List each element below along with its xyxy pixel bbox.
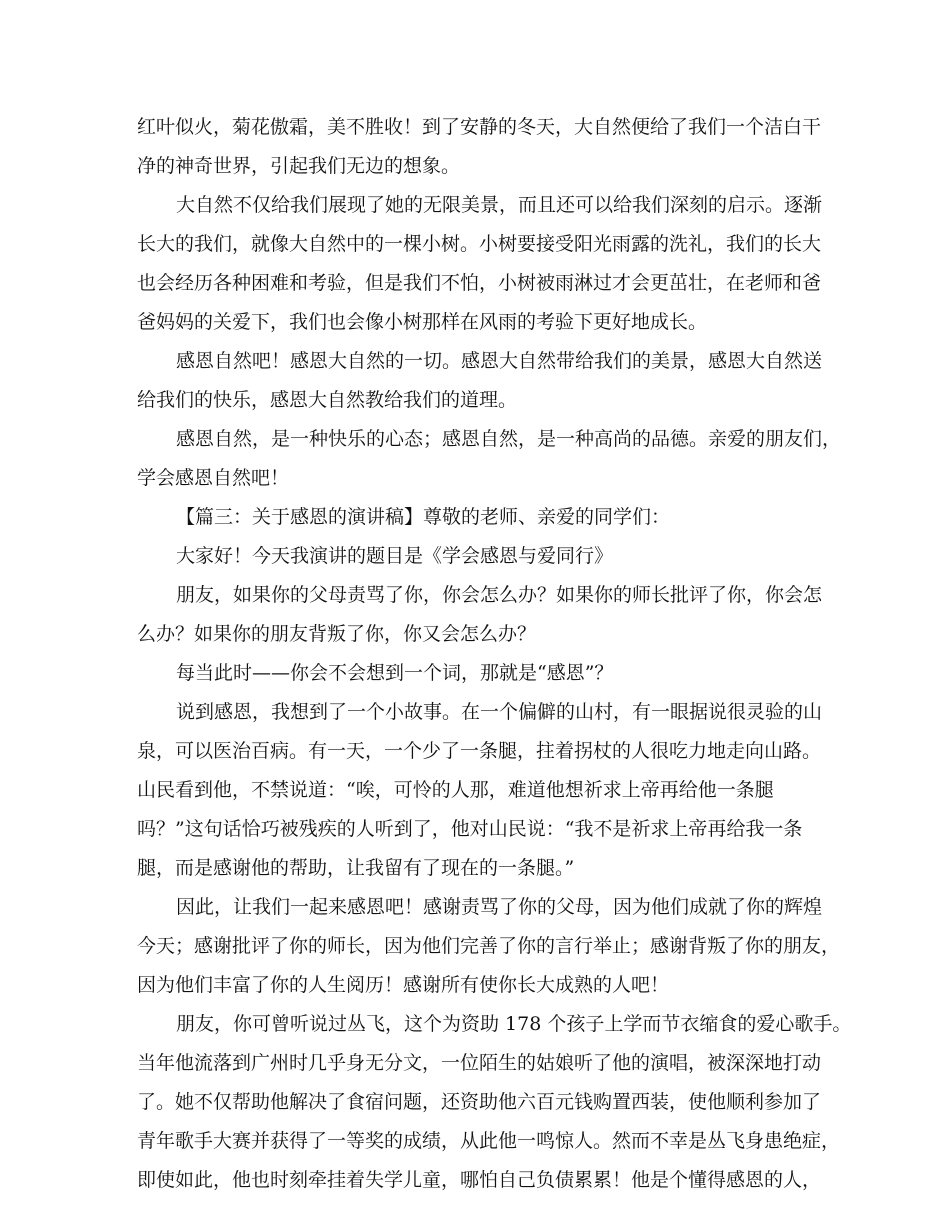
paragraph-start: 感恩自然，是一种快乐的心态；感恩自然，是一种高尚的品德。亲爱的朋友们，: [176, 428, 842, 450]
paragraph-start: 说到感恩，我想到了一个小故事。在一个偏僻的山村，有一眼据说很灵验的山: [176, 701, 823, 723]
paragraph-start: 每当此时——你会不会想到一个词，那就是“感恩”？: [176, 662, 614, 684]
text-line: 吗？”这句话恰巧被残疾的人听到了，他对山民说：“我不是祈求上帝再给我一条: [137, 818, 803, 840]
paragraph-start: 大家好！今天我演讲的题目是《学会感恩与爱同行》: [176, 545, 614, 567]
text-line: 因为他们丰富了你的人生阅历！感谢所有使你长大成熟的人吧！: [137, 974, 670, 996]
text-line: 爸妈妈的关爱下，我们也会像小树那样在风雨的考验下更好地成长。: [137, 311, 708, 333]
text-line: 净的神奇世界，引起我们无边的想象。: [137, 155, 461, 177]
paragraph-start: 因此，让我们一起来感恩吧！感谢责骂了你的父母，因为他们成就了你的辉煌: [176, 896, 823, 918]
text-line: 也会经历各种困难和考验，但是我们不怕，小树被雨淋过才会更茁壮，在老师和爸: [137, 272, 822, 294]
paragraph-start: 大自然不仅给我们展现了她的无限美景，而且还可以给我们深刻的启示。逐渐: [176, 194, 823, 216]
text-line: 青年歌手大赛并获得了一等奖的成绩，从此他一鸣惊人。然而不幸是丛飞身患绝症，: [137, 1130, 841, 1152]
text-line: 当年他流落到广州时几乎身无分文，一位陌生的姑娘听了他的演唱，被深深地打动: [137, 1052, 822, 1074]
text-line: 长大的我们，就像大自然中的一棵小树。小树要接受阳光雨露的洗礼，我们的长大: [137, 233, 822, 255]
text-line: 腿，而是感谢他的帮助，让我留有了现在的一条腿。”: [137, 857, 575, 879]
paragraph-start: 朋友，你可曾听说过丛飞，这个为资助 178 个孩子上学而节衣缩食的爱心歌手。: [176, 1013, 852, 1035]
text-line: 么办？如果你的朋友背叛了你，你又会怎么办？: [137, 623, 537, 645]
text-line: 红叶似火，菊花傲霜，美不胜收！到了安静的冬天，大自然便给了我们一个洁白干: [137, 116, 822, 138]
paragraph-start: 朋友，如果你的父母责骂了你，你会怎么办？如果你的师长批评了你，你会怎: [176, 584, 823, 606]
text-line: 给我们的快乐，感恩大自然教给我们的道理。: [137, 389, 518, 411]
text-line: 即使如此，他也时刻牵挂着失学儿童，哪怕自己负债累累！他是个懂得感恩的人，: [137, 1169, 822, 1191]
text-line: 泉，可以医治百病。有一天，一个少了一条腿，拄着拐杖的人很吃力地走向山路。: [137, 740, 822, 762]
text-line: 山民看到他，不禁说道：“唉，可怜的人那，难道他想祈求上帝再给他一条腿: [137, 779, 774, 801]
text-line: 今天；感谢批评了你的师长，因为他们完善了你的言行举止；感谢背叛了你的朋友，: [137, 935, 841, 957]
text-line: 了。她不仅帮助他解决了食宿问题，还资助他六百元钱购置西装，使他顺利参加了: [137, 1091, 822, 1113]
text-line: 学会感恩自然吧！: [137, 467, 290, 489]
section-heading: 【篇三：关于感恩的演讲稿】尊敬的老师、亲爱的同学们：: [176, 506, 671, 528]
paragraph-start: 感恩自然吧！感恩大自然的一切。感恩大自然带给我们的美景，感恩大自然送: [176, 350, 823, 372]
